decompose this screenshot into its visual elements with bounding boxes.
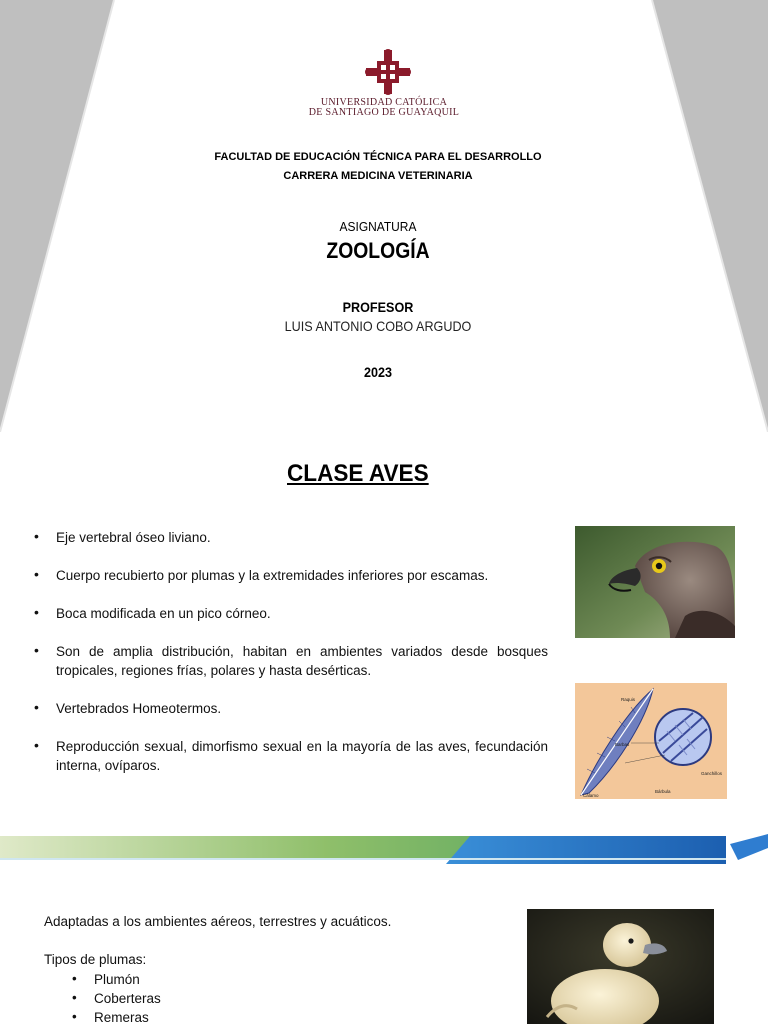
professor-label: PROFESOR	[342, 299, 414, 315]
list-item: • Remeras	[70, 1008, 161, 1024]
hawk-photo	[575, 526, 735, 638]
list-item: • Coberteras	[70, 989, 161, 1008]
list-item: • Reproducción sexual, dimorfismo sexual en la mayoría de las aves, fecundación interna, ovíparos.	[34, 737, 548, 775]
characteristics-list	[34, 528, 548, 794]
university-cross-logo-icon	[364, 48, 412, 96]
cover-slide	[0, 0, 768, 432]
university-name-line1: UNIVERSIDAD CATÓLICA	[320, 97, 448, 108]
decorative-banner	[0, 834, 768, 866]
subject-title: ZOOLOGÍA	[326, 238, 430, 263]
feather-structure-diagram	[575, 683, 727, 799]
feather-label: Bárbula	[655, 789, 671, 794]
professor-name: LUIS ANTONIO COBO ARGUDO	[284, 318, 472, 334]
duckling-photo	[527, 909, 714, 1024]
list-item: • Boca modificada en un pico córneo.	[34, 604, 548, 623]
plumas-slide	[0, 866, 768, 1024]
list-item: • Son de amplia distribución, habitan en ambientes variados desde bosques tropicales, regiones frías, polares y hasta desérticas.	[34, 642, 548, 680]
feather-types-list	[70, 970, 161, 1024]
slide-title: CLASE AVES	[287, 460, 429, 487]
university-name-line2: DE SANTIAGO DE GUAYAQUIL	[308, 107, 460, 118]
feather-label: Cálamo	[583, 793, 599, 798]
list-item: • Eje vertebral óseo liviano.	[34, 528, 548, 547]
adaptations-text: Adaptadas a los ambientes aéreos, terrestres y acuáticos.	[44, 914, 392, 929]
feather-label: Ganchillos	[701, 771, 723, 776]
list-item: • Vertebrados Homeotermos.	[34, 699, 548, 718]
feather-label: Barbas	[615, 742, 630, 747]
clase-aves-slide	[0, 432, 768, 834]
subject-label: ASIGNATURA	[339, 219, 417, 234]
career-name: CARRERA MEDICINA VETERINARIA	[283, 170, 473, 182]
year: 2023	[363, 364, 393, 380]
list-item: • Cuerpo recubierto por plumas y la extremidades inferiores por escamas.	[34, 566, 548, 585]
feather-types-label: Tipos de plumas:	[44, 952, 147, 967]
list-item: • Plumón	[70, 970, 161, 989]
feather-label: Raquis	[621, 697, 636, 702]
faculty-name: FACULTAD DE EDUCACIÓN TÉCNICA PARA EL DESARROLLO	[214, 151, 542, 163]
